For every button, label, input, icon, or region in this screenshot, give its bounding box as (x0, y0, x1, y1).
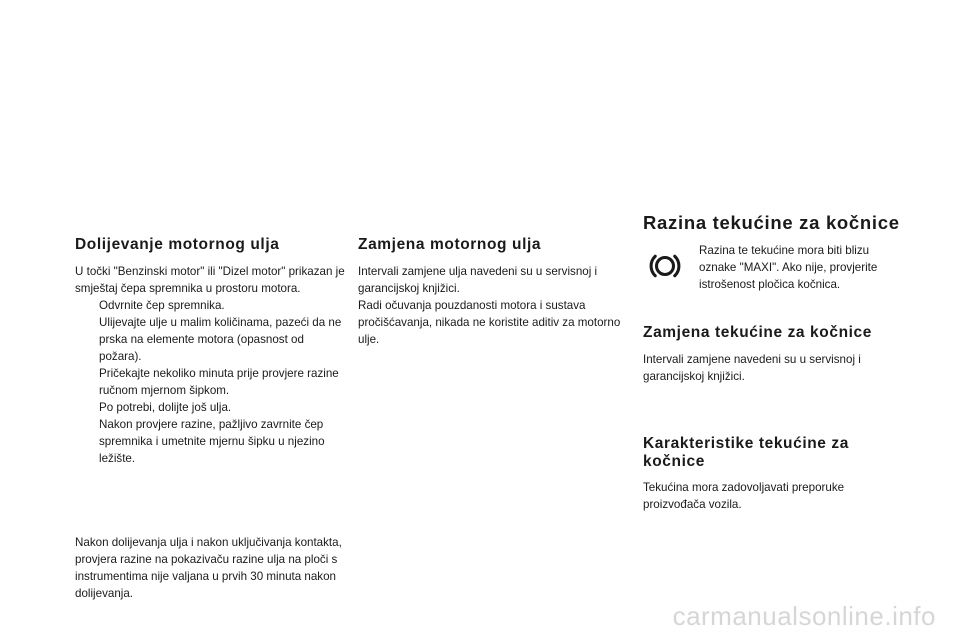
step-text: Pričekajte nekoliko minuta prije provjere razine ručnom mjernom šipkom. (99, 367, 339, 397)
brake-spec-text: Tekućina mora zadovoljavati preporuke proizvođača vozila. (643, 481, 845, 511)
oil-topup-section (75, 236, 345, 467)
brake-change-text: Intervali zamjene navedeni su u servisnoj i garancijskoj knjižici. (643, 353, 861, 383)
brake-spec-block (643, 435, 903, 513)
brake-level-text: Razina te tekućine mora biti blizu oznake "MAXI". Ako nije, provjerite istrošenost pločica kočnica. (699, 244, 878, 291)
step-text: Odvrnite čep spremnika. (99, 299, 225, 312)
oil-change-body-2: Radi očuvanja pouzdanosti motora i sustava pročišćavanja, nikada ne koristite aditiv za motorno ulje. (358, 299, 621, 346)
list-item (75, 314, 345, 365)
oil-topup-heading: Dolijevanje motornog ulja (75, 236, 280, 253)
brake-spec-heading: Karakteristike tekućine za kočnice (643, 435, 850, 470)
step-text: Ulijevajte ulje u malim količinama, pazeći da ne prska na elemente motora (opasnost od požara). (99, 316, 342, 363)
oil-topup-steps (75, 297, 345, 467)
note-text: Nakon dolijevanja ulja i nakon uključivanja kontakta, provjera razine na pokazivaču razine ulja na ploči s instrumentima nije valjana u prvih 30 minuta nakon dolijevanja. (75, 536, 342, 600)
list-item (75, 365, 345, 399)
brake-warning-icon (648, 249, 682, 283)
oil-change-body: Intervali zamjene ulja navedeni su u servisnoj i garancijskoj knjižici. (358, 265, 598, 295)
brake-change-heading: Zamjena tekućine za kočnice (643, 324, 872, 341)
oil-topup-note (75, 534, 347, 602)
list-item (75, 399, 345, 416)
list-item (75, 297, 345, 314)
oil-change-heading: Zamjena motornog ulja (358, 236, 542, 253)
brake-level-block (643, 242, 903, 293)
oil-change-section (358, 236, 623, 348)
brake-fluid-section (643, 212, 903, 513)
list-item (75, 416, 345, 467)
watermark: carmanualsonline.info (672, 601, 936, 631)
step-text: Po potrebi, dolijte još ulja. (99, 401, 232, 414)
brake-change-block (643, 324, 903, 385)
brake-fluid-title: Razina tekućine za kočnice (643, 212, 900, 233)
step-text: Nakon provjere razine, pažljivo zavrnite čep spremnika i umetnite mjernu šipku u njezino ležište. (99, 418, 325, 465)
oil-topup-intro: U točki "Benzinski motor" ili "Dizel motor" prikazan je smještaj čepa spremnika u prostoru motora. (75, 265, 345, 295)
